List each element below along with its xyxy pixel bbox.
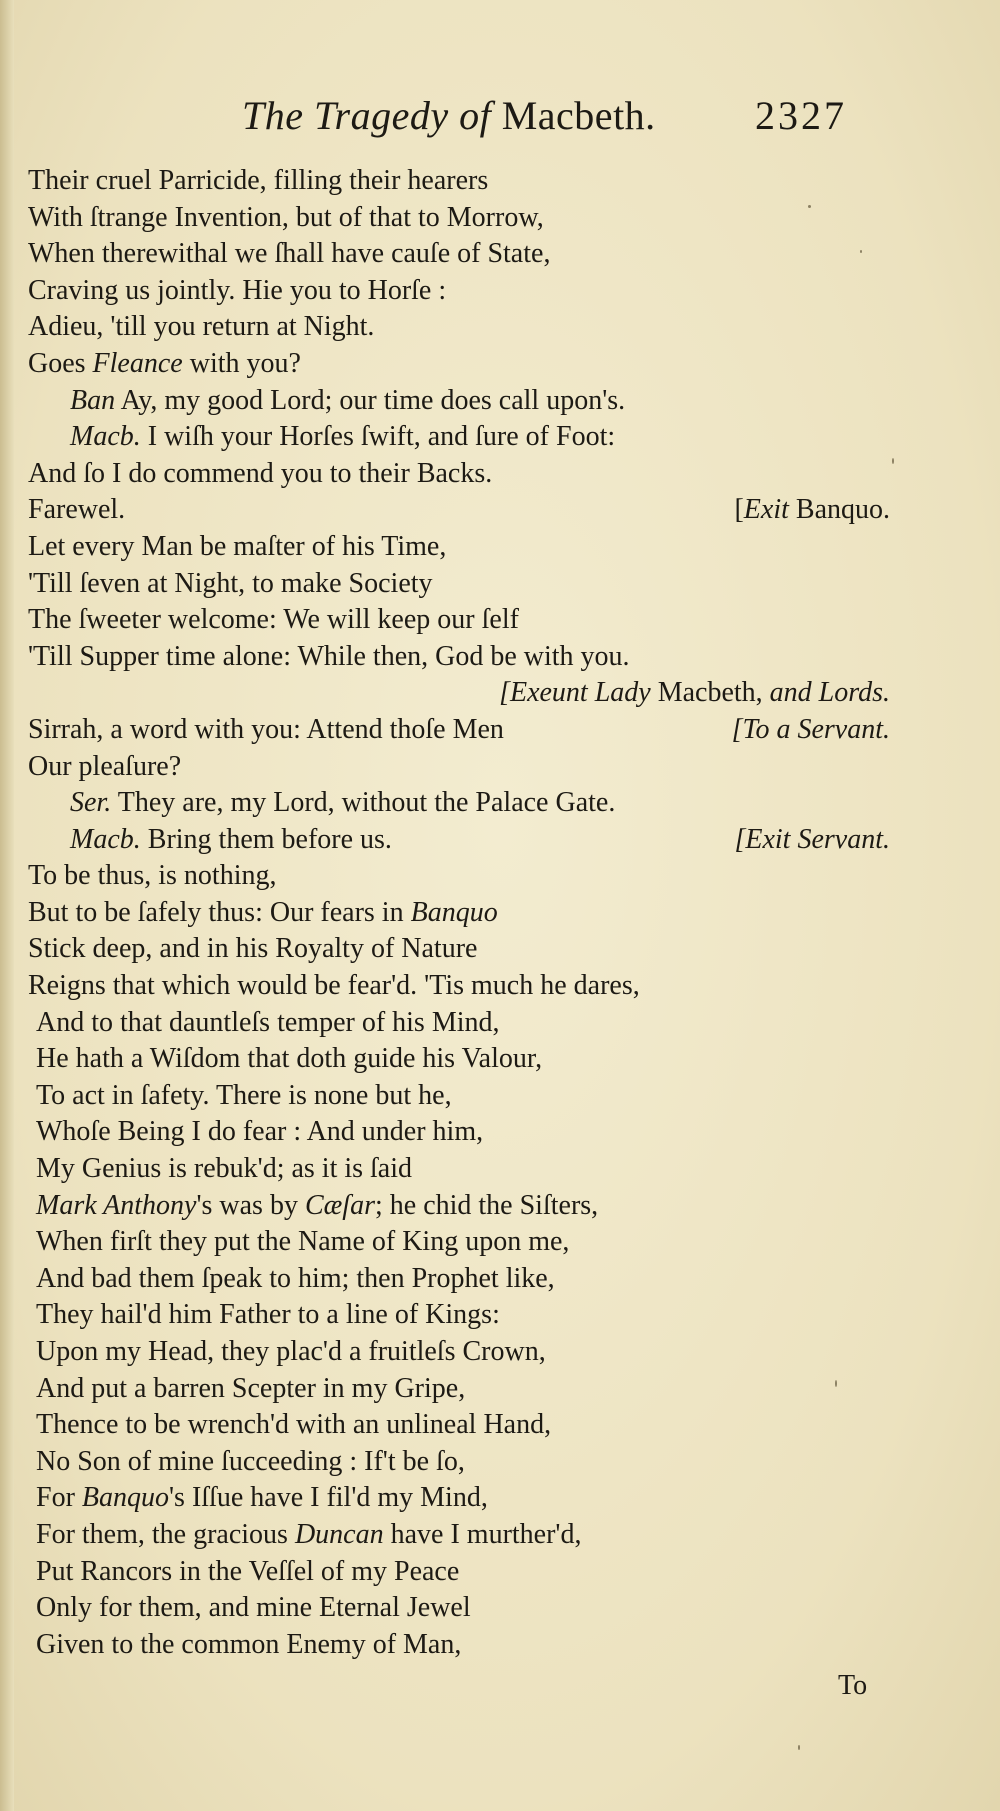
- verse-text-run: And put a barren Scepter in my Gripe,: [36, 1372, 466, 1404]
- verse-line: [28, 675, 888, 712]
- verse-line: [28, 712, 888, 749]
- verse-text-run: 's Iſſue have I fil'd my Mind,: [169, 1482, 488, 1514]
- stage-direction: [734, 822, 890, 859]
- verse-line: [28, 602, 888, 639]
- verse-line: [28, 1114, 888, 1151]
- verse-text-run: Our pleaſure?: [28, 750, 182, 782]
- catchword: To: [838, 1670, 868, 1701]
- page-gutter-shadow: [0, 0, 14, 1811]
- verse-text-run: Ay, my good Lord; our time does call upon's.: [115, 384, 626, 416]
- stage-direction: [734, 492, 890, 529]
- italic-name: Banquo: [410, 896, 498, 928]
- verse-line: [28, 1444, 888, 1481]
- verse-text-run: They are, my Lord, without the Palace Gate.: [111, 787, 616, 819]
- italic-name: Banquo: [81, 1482, 170, 1514]
- verse-line: [28, 566, 888, 603]
- verse-line: [28, 1334, 888, 1371]
- verse-line: [28, 931, 888, 968]
- verse-line: [28, 858, 888, 895]
- verse-text-run: Stick deep, and in his Royalty of Nature: [28, 933, 478, 965]
- verse-line: [28, 639, 888, 676]
- running-title-roman: Macbeth.: [501, 93, 656, 138]
- verse-line: [28, 749, 888, 786]
- verse-text-run: He hath a Wiſdom that doth guide his Valour,: [36, 1043, 543, 1075]
- running-title: [242, 92, 656, 139]
- verse-text-run: For: [36, 1482, 82, 1514]
- verse-line: [28, 383, 888, 420]
- paper-speck: [860, 250, 862, 253]
- verse-text-run: My Genius is rebuk'd; as it is ſaid: [36, 1153, 413, 1185]
- verse-text-run: No Son of mine ſucceeding : If't be ſo,: [36, 1445, 465, 1477]
- verse-line: [28, 1480, 888, 1517]
- verse-line: [28, 1005, 888, 1042]
- paper-speck: [892, 458, 894, 464]
- stage-direction-run: [To a Servant.: [731, 713, 890, 745]
- verse-text-run: Sirrah, a word with you: Attend thoſe Men: [28, 713, 504, 745]
- verse-line: [28, 1627, 888, 1664]
- paper-speck: [798, 1745, 800, 1750]
- verse-line: [28, 200, 888, 237]
- verse-text-run: For them, the gracious: [36, 1518, 295, 1550]
- verse-text-run: Reigns that which would be fear'd. 'Tis much he dares,: [28, 970, 640, 1002]
- verse-text-run: And ſo I do commend you to their Backs.: [28, 457, 493, 489]
- italic-name: Macb.: [70, 421, 141, 453]
- verse-line: [28, 1041, 888, 1078]
- stage-direction-run: [: [734, 494, 744, 526]
- verse-text-run: Whoſe Being I do fear : And under him,: [36, 1116, 484, 1148]
- verse-text-run: 'Till ſeven at Night, to make Society: [28, 567, 433, 599]
- verse-line: [28, 346, 888, 383]
- verse-text-run: Let every Man be maſter of his Time,: [28, 530, 447, 562]
- stage-direction-run: Macbeth,: [650, 677, 770, 709]
- paper-speck: [808, 205, 811, 208]
- verse-line: [28, 1224, 888, 1261]
- verse-text-run: When therewithal we ſhall have cauſe of State,: [28, 238, 551, 270]
- page-number: 2327: [755, 93, 847, 138]
- verse-line: [28, 273, 888, 310]
- verse-line: [28, 1554, 888, 1591]
- verse-text-run: With ſtrange Invention, but of that to Morrow,: [28, 201, 544, 233]
- page-header: [0, 92, 1000, 152]
- verse-text-run: 'Till Supper time alone: While then, God be with you.: [28, 640, 630, 672]
- verse-line: [28, 419, 888, 456]
- verse-line: [28, 968, 888, 1005]
- verse-line: [28, 1590, 888, 1627]
- verse-line: [28, 822, 888, 859]
- verse-line: [28, 456, 888, 493]
- verse-text-run: Their cruel Parricide, filling their hearers: [28, 165, 489, 196]
- verse-text-run: But to be ſafely thus: Our fears in: [28, 896, 411, 928]
- stage-direction: [732, 712, 890, 749]
- verse-line: [28, 1151, 888, 1188]
- verse-line: [28, 895, 888, 932]
- stage-direction-run: Exit: [743, 494, 789, 526]
- italic-name: Fleance: [92, 347, 183, 379]
- verse-text-run: Upon my Head, they plac'd a fruitleſs Crown,: [36, 1336, 546, 1367]
- italic-name: Cæſar: [304, 1189, 375, 1221]
- verse-line: [28, 492, 888, 529]
- verse-text-run: 's was by: [196, 1189, 305, 1221]
- stage-direction-run: and Lords.: [769, 677, 890, 709]
- verse-line: [28, 163, 888, 200]
- verse-text-run: To act in ſafety. There is none but he,: [36, 1079, 452, 1111]
- italic-name: Duncan: [294, 1518, 384, 1550]
- verse-text-run: And bad them ſpeak to him; then Prophet like,: [36, 1262, 555, 1294]
- verse-text-run: To be thus, is nothing,: [28, 860, 277, 892]
- verse-line: [28, 1407, 888, 1444]
- italic-name: Macb.: [70, 823, 141, 855]
- verse-line: [28, 1261, 888, 1298]
- verse-line: [28, 1371, 888, 1408]
- verse-line: [28, 1517, 888, 1554]
- verse-text-run: Only for them, and mine Eternal Jewel: [36, 1592, 471, 1624]
- verse-text-run: Bring them before us.: [140, 823, 392, 855]
- verse-text-run: ; he chid the Siſters,: [374, 1189, 599, 1221]
- verse-text-run: Adieu, 'till you return at Night.: [28, 311, 375, 343]
- verse-text-run: Craving us jointly. Hie you to Horſe :: [28, 274, 447, 306]
- verse-line: [28, 529, 888, 566]
- verse-text-run: The ſweeter welcome: We will keep our ſelf: [28, 604, 519, 636]
- running-title-italic: The Tragedy of: [242, 93, 492, 138]
- verse-text-run: They hail'd him Father to a line of Kings:: [36, 1299, 500, 1331]
- verse-text-run: Farewel.: [28, 494, 126, 526]
- stage-direction: [499, 675, 890, 712]
- verse-text-run: Given to the common Enemy of Man,: [36, 1628, 462, 1660]
- verse-text: [28, 163, 888, 1663]
- verse-text-run: with you?: [182, 347, 301, 379]
- verse-line: [28, 1188, 888, 1225]
- stage-direction-run: [Exit Servant.: [734, 823, 890, 855]
- verse-text-run: Put Rancors in the Veſſel of my Peace: [36, 1555, 460, 1587]
- stage-direction-run: Banquo.: [788, 494, 890, 526]
- verse-line: [28, 1297, 888, 1334]
- italic-name: Ser.: [70, 787, 112, 819]
- verse-text-run: Thence to be wrench'd with an unlineal Hand,: [36, 1409, 552, 1441]
- verse-line: [28, 309, 888, 346]
- verse-text-run: And to that dauntleſs temper of his Mind,: [36, 1006, 500, 1038]
- verse-line: [28, 1078, 888, 1115]
- verse-text-run: When firſt they put the Name of King upon me,: [36, 1226, 570, 1258]
- verse-line: [28, 236, 888, 273]
- verse-text-run: I wiſh your Horſes ſwift, and ſure of Foot:: [140, 421, 616, 453]
- italic-name: Mark Anthony: [36, 1189, 197, 1221]
- italic-name: Ban: [70, 384, 116, 416]
- paper-speck: [835, 1380, 837, 1387]
- verse-line: [28, 785, 888, 822]
- verse-text-run: have I murther'd,: [383, 1518, 582, 1550]
- stage-direction-run: [Exeunt Lady: [499, 677, 651, 709]
- verse-text-run: Goes: [28, 347, 93, 379]
